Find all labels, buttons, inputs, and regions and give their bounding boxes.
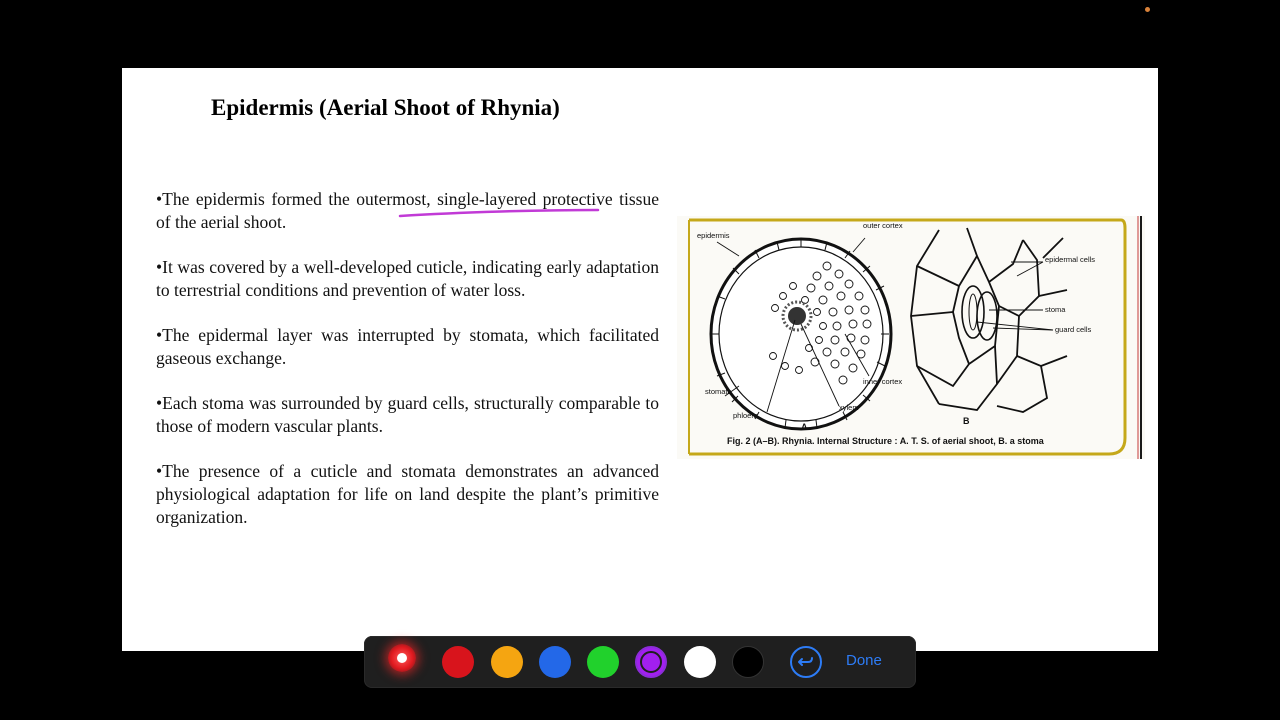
label-panel-a: A [801, 422, 808, 432]
color-swatch-orange[interactable] [491, 646, 523, 678]
label-guard-cells: guard cells [1055, 325, 1092, 334]
laser-pointer-icon [397, 653, 407, 663]
bullet-list [156, 188, 659, 551]
bullet-item: •The epidermis formed the outermost, single-layered protective tissue of the aerial shoot. [156, 189, 659, 232]
rhynia-figure [677, 216, 1145, 459]
color-swatch-black[interactable] [732, 646, 764, 678]
color-swatch-red[interactable] [442, 646, 474, 678]
label-xylem: xylem [839, 403, 859, 412]
cross-section-diagram [697, 221, 903, 432]
annotation-toolbar [364, 636, 916, 688]
figure-caption: Fig. 2 (A–B). Rhynia. Internal Structure : A. T. S. of aerial shoot, B. a stoma [727, 436, 1044, 446]
bullet-item: •It was covered by a well-developed cuticle, indicating early adaptation to terrestrial conditions and prevention of water loss. [156, 257, 659, 300]
label-outer-cortex: outer cortex [863, 221, 903, 230]
bullet-item: •The epidermal layer was interrupted by stomata, which facilitated gaseous exchange. [156, 325, 659, 368]
color-swatch-white[interactable] [684, 646, 716, 678]
color-swatch-green[interactable] [587, 646, 619, 678]
color-swatch-purple[interactable] [635, 646, 667, 678]
undo-icon [797, 653, 815, 671]
bullet-item: •Each stoma was surrounded by guard cells, structurally comparable to those of modern vascular plants. [156, 393, 659, 436]
laser-pointer-button[interactable] [388, 644, 416, 672]
label-inner-cortex: inner cortex [863, 377, 903, 386]
undo-button[interactable] [790, 646, 822, 678]
label-panel-b: B [963, 416, 970, 426]
label-epidermal-cells: epidermal cells [1045, 255, 1096, 264]
stoma-diagram [911, 228, 1067, 412]
label-stomata: stomata [705, 387, 732, 396]
slide [122, 68, 1158, 651]
label-epidermis: epidermis [697, 231, 730, 240]
label-phloem: phloem [733, 411, 758, 420]
bullet-item: •The presence of a cuticle and stomata demonstrates an advanced physiological adaptation for life on land despite the plant’s primitive organization. [156, 461, 659, 527]
label-stoma: stoma [1045, 305, 1066, 314]
recording-indicator [1145, 7, 1150, 12]
slide-title: Epidermis (Aerial Shoot of Rhynia) [211, 95, 560, 120]
color-swatch-blue[interactable] [539, 646, 571, 678]
done-button[interactable]: Done [846, 652, 882, 669]
